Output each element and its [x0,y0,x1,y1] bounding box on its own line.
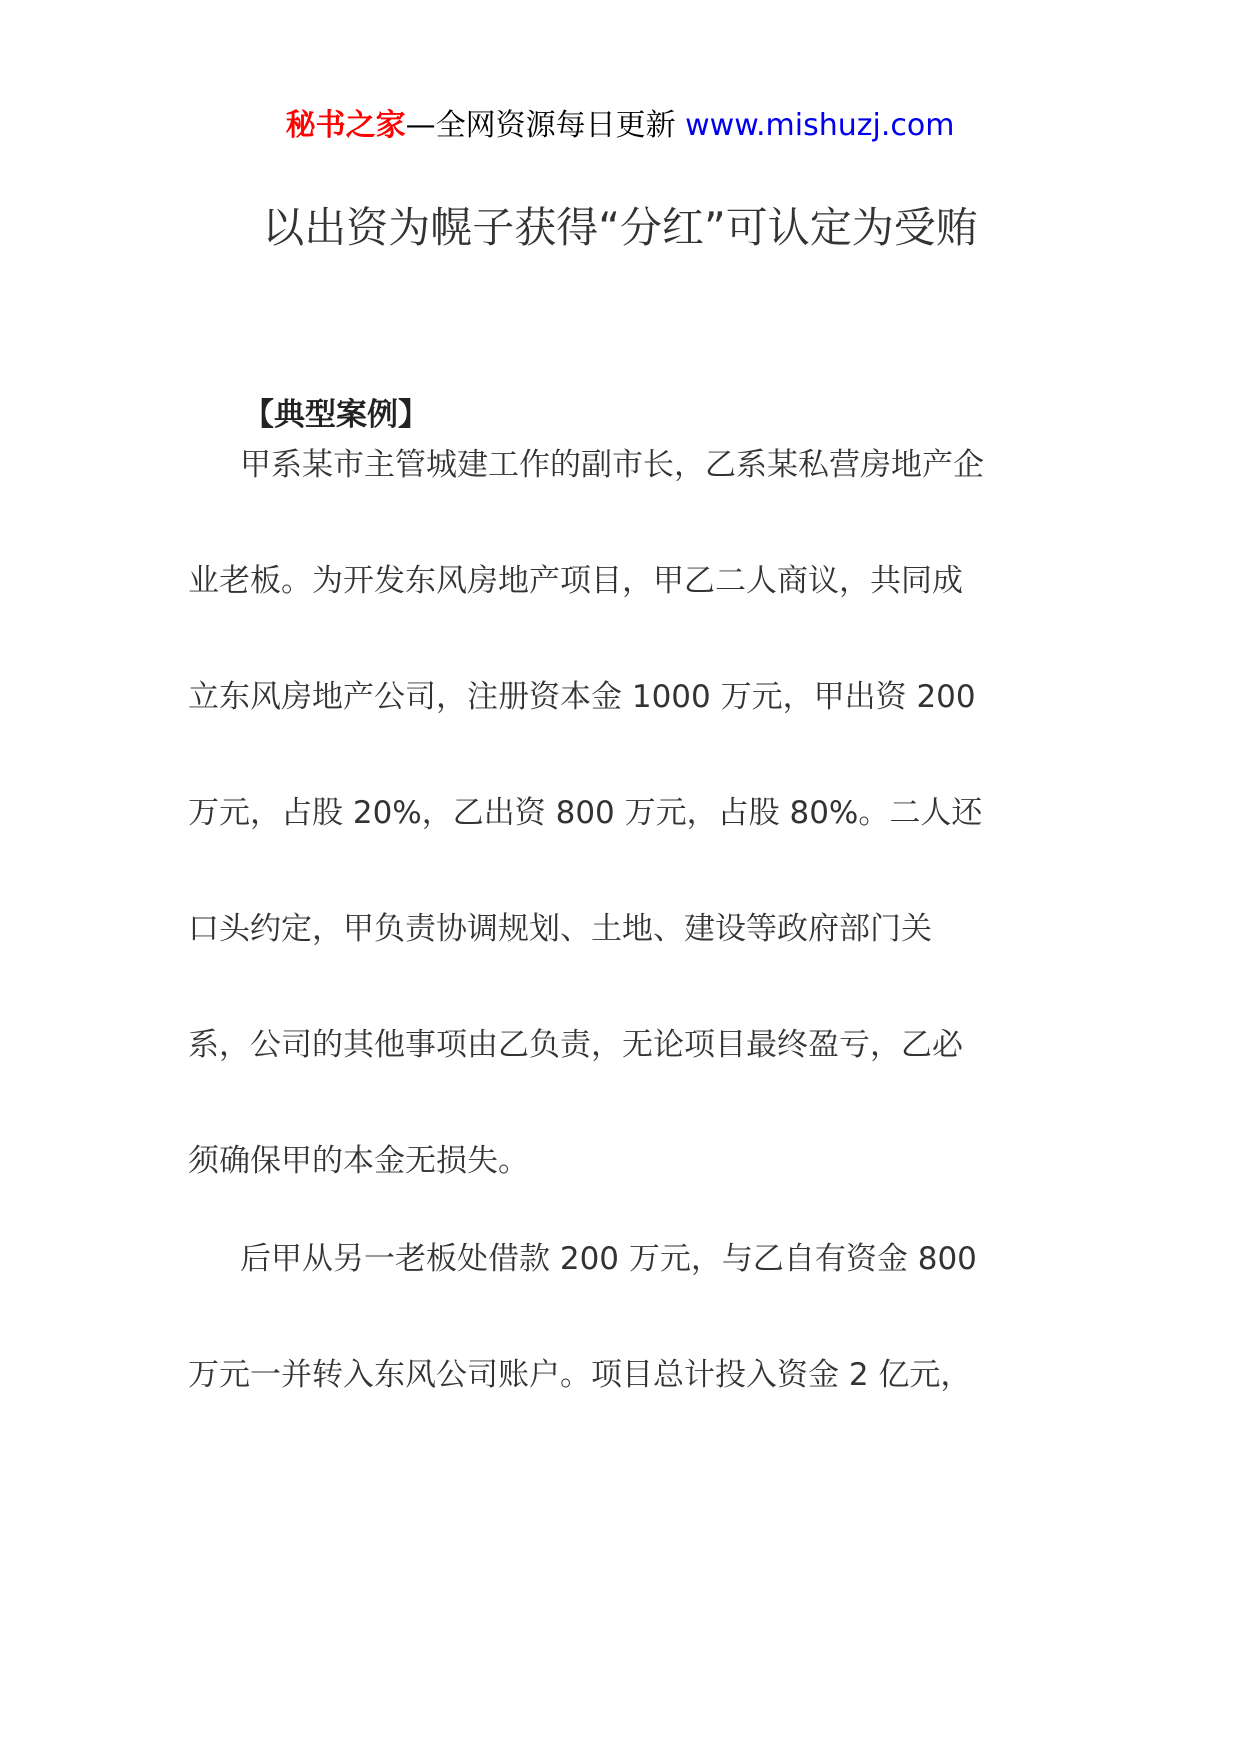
paragraph-1-line-4: 万元，占股 20%，乙出资 800 万元，占股 80%。二人还 [188,795,983,831]
paragraph-2-line-1: 后甲从另一老板处借款 200 万元，与乙自有资金 800 [240,1241,977,1277]
site-slogan: —全网资源每日更新 [405,108,686,143]
paragraph-1-line-1: 甲系某市主管城建工作的副市长，乙系某私营房地产企 [240,447,984,483]
paragraph-1-line-6: 系，公司的其他事项由乙负责，无论项目最终盈亏，乙必 [188,1027,963,1063]
paragraph-1-line-2: 业老板。为开发东风房地产项目，甲乙二人商议，共同成 [188,563,963,599]
section-heading: 【典型案例】 [243,397,429,433]
paragraph-1-line-5: 口头约定，甲负责协调规划、土地、建设等政府部门关 [188,911,932,947]
document-title: 以出资为幌子获得“分红”可认定为受贿 [262,203,978,252]
brand-name: 秘书之家 [285,108,406,143]
site-header [0,104,1240,148]
paragraph-2-line-2: 万元一并转入东风公司账户。项目总计投入资金 2 亿元， [188,1357,972,1393]
paragraph-1-line-3: 立东风房地产公司，注册资本金 1000 万元，甲出资 200 [188,679,976,715]
site-url-link[interactable]: www.mishuzj.com [685,108,955,143]
paragraph-1-line-7: 须确保甲的本金无损失。 [188,1143,529,1179]
